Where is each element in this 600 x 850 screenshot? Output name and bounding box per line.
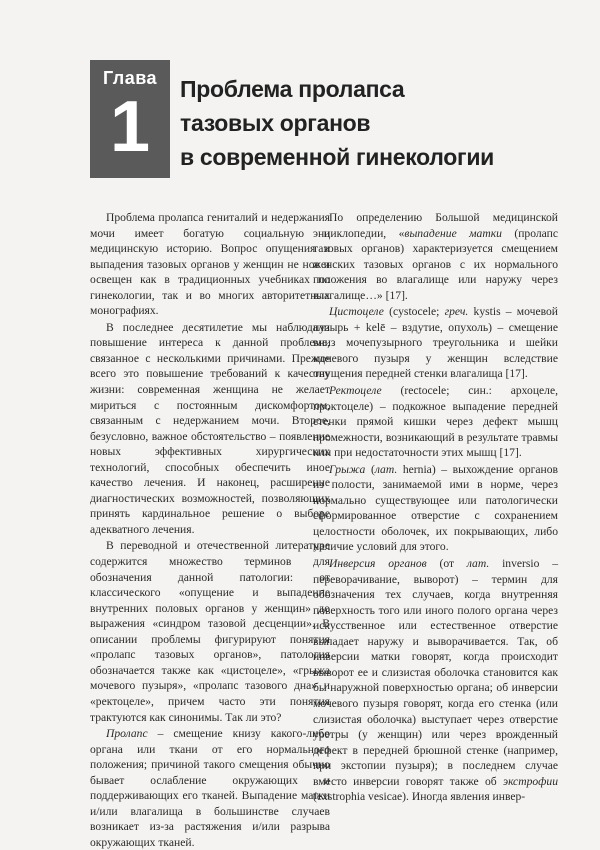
term: экстрофии — [502, 774, 558, 788]
term: Ректоцеле — [329, 384, 382, 398]
term: Грыжа — [329, 462, 366, 476]
term: выпадение матки — [404, 226, 502, 240]
paragraph-text: (от — [426, 557, 467, 571]
paragraph — [313, 383, 558, 461]
abbrev: греч. — [444, 305, 469, 319]
chapter-label: Глава — [102, 68, 158, 88]
chapter-title-line: Проблема пролапса — [180, 76, 405, 102]
chapter-title — [180, 72, 560, 174]
term: Пролапс — [106, 727, 148, 741]
paragraph-text: – смещение книзу какого-либо органа или ткани от его нормального положения; причиной такого смещения обычно бывает ослабление окружающих и поддерживающих его тканей. Выпадение матки и/или влагалища в большинстве случаев возникает из-за растяжения и/или разрыва окружающих тканей. — [90, 727, 330, 849]
paragraph-text: (exstrophia vesicae). Иногда явления инвер- — [313, 790, 526, 804]
paragraph-text: hernia) – выхождение органов из полости, занимаемой ими в норме, через нормально существующее или патологически сформированное отверстие с сохранением целостности оболочек, их покрывающих, либо наличие условий для этого. — [313, 462, 558, 554]
term: Цистоцеле — [329, 305, 384, 319]
paragraph-text: kystis – мочевой пузырь + kelē – вздутие, опухоль) – смещение вниз мочепузырного треугольника и шейки мочевого пузыря у женщин вследствие опущения передней стенки влагалища [17]. — [313, 305, 558, 381]
paragraph-text: По определению Большой медицинской энциклопедии, « — [313, 211, 558, 240]
chapter-number: 1 — [109, 87, 151, 167]
paragraph — [313, 556, 558, 805]
abbrev: лат. — [466, 557, 490, 571]
chapter-badge — [90, 60, 170, 178]
right-column — [313, 210, 558, 805]
paragraph-text: ( — [365, 462, 375, 476]
paragraph-text: (rectocele; син.: архоцеле, проктоцеле) – подкожное выпадение передней стенки прямой кишки через дефект мышц промежности, возникающий в результате травмы или при недостаточности этих мышц [17]. — [313, 384, 558, 460]
paragraph — [90, 726, 330, 850]
left-column — [90, 210, 330, 850]
paragraph-text: (cystocele; — [383, 305, 445, 319]
chapter-title-line: в современной гинекологии — [180, 144, 495, 170]
abbrev: лат. — [374, 462, 398, 476]
paragraph — [313, 304, 558, 382]
paragraph — [313, 210, 558, 303]
paragraph-text: (пролапс тазовых органов) характеризуется смещением женских тазовых органов с их нормального положения во влагалище или наружу через влагалище…» [17]. — [313, 226, 558, 302]
paragraph: В последнее десятилетие мы наблюдали повышение интереса к данной проблеме, связанное с несколькими причинами. Прежде всего это повышение требований к качеству жизни: современная женщина не желает мириться с постоянным дискомфортом, связанным с недержанием мочи. Второе, безусловно, важное обстоятельство – появление новых эффективных хирургических технологий, способных обеспечить иное качество лечения. И наконец, расширение диагностических возможностей, позволяющих принять кардинальное решение о выборе адекватного лечения. — [90, 320, 330, 536]
paragraph — [313, 462, 558, 555]
paragraph: Проблема пролапса гениталий и недержания мочи имеет богатую социальную и медицинскую историю. Вопрос опущения и выпадения тазовых органов у женщин не нов и освещен как в традиционных учебниках по гинекологии, так и во многих авторитетных монографиях. — [90, 211, 330, 318]
chapter-title-line: тазовых органов — [180, 110, 371, 136]
paragraph-text: inversio – переворачивание, выворот) – термин для обозначения тех случаев, когда внутренняя поверхность того или иного полого органа через искусственное или естественное отверстие выпадает наружу и выворачивается. Так, об инверсии матки говорят, когда происходит выворот ее и слизистая оболочка становится как бы наружной поверхностью органа; об инверсии мочевого пузыря говорят, когда его стенка (или слизистая оболочка) выступает через отверстие уретры (у женщин) или через врожденный дефект в передней брюшной стенке (например, при экстопии пузыря); в последнем случае вместо инверсии говорят также об — [313, 557, 558, 788]
paragraph: В переводной и отечественной литературе содержится множество терминов для обозначения данной патологии: от классического «опущение и выпадение внутренних половых органов у женщин» до выражения «синдром тазовой десценции». В описании проблемы фигурируют понятия «пролапс тазовых органов», патология обозначается также как «цистоцеле», «грыжа мочевого пузыря», «пролапс тазового дна» и «ректоцеле», причем часто эти понятия трактуются как синонимы. Так ли это? — [90, 539, 330, 724]
term: Инверсия органов — [329, 557, 427, 571]
